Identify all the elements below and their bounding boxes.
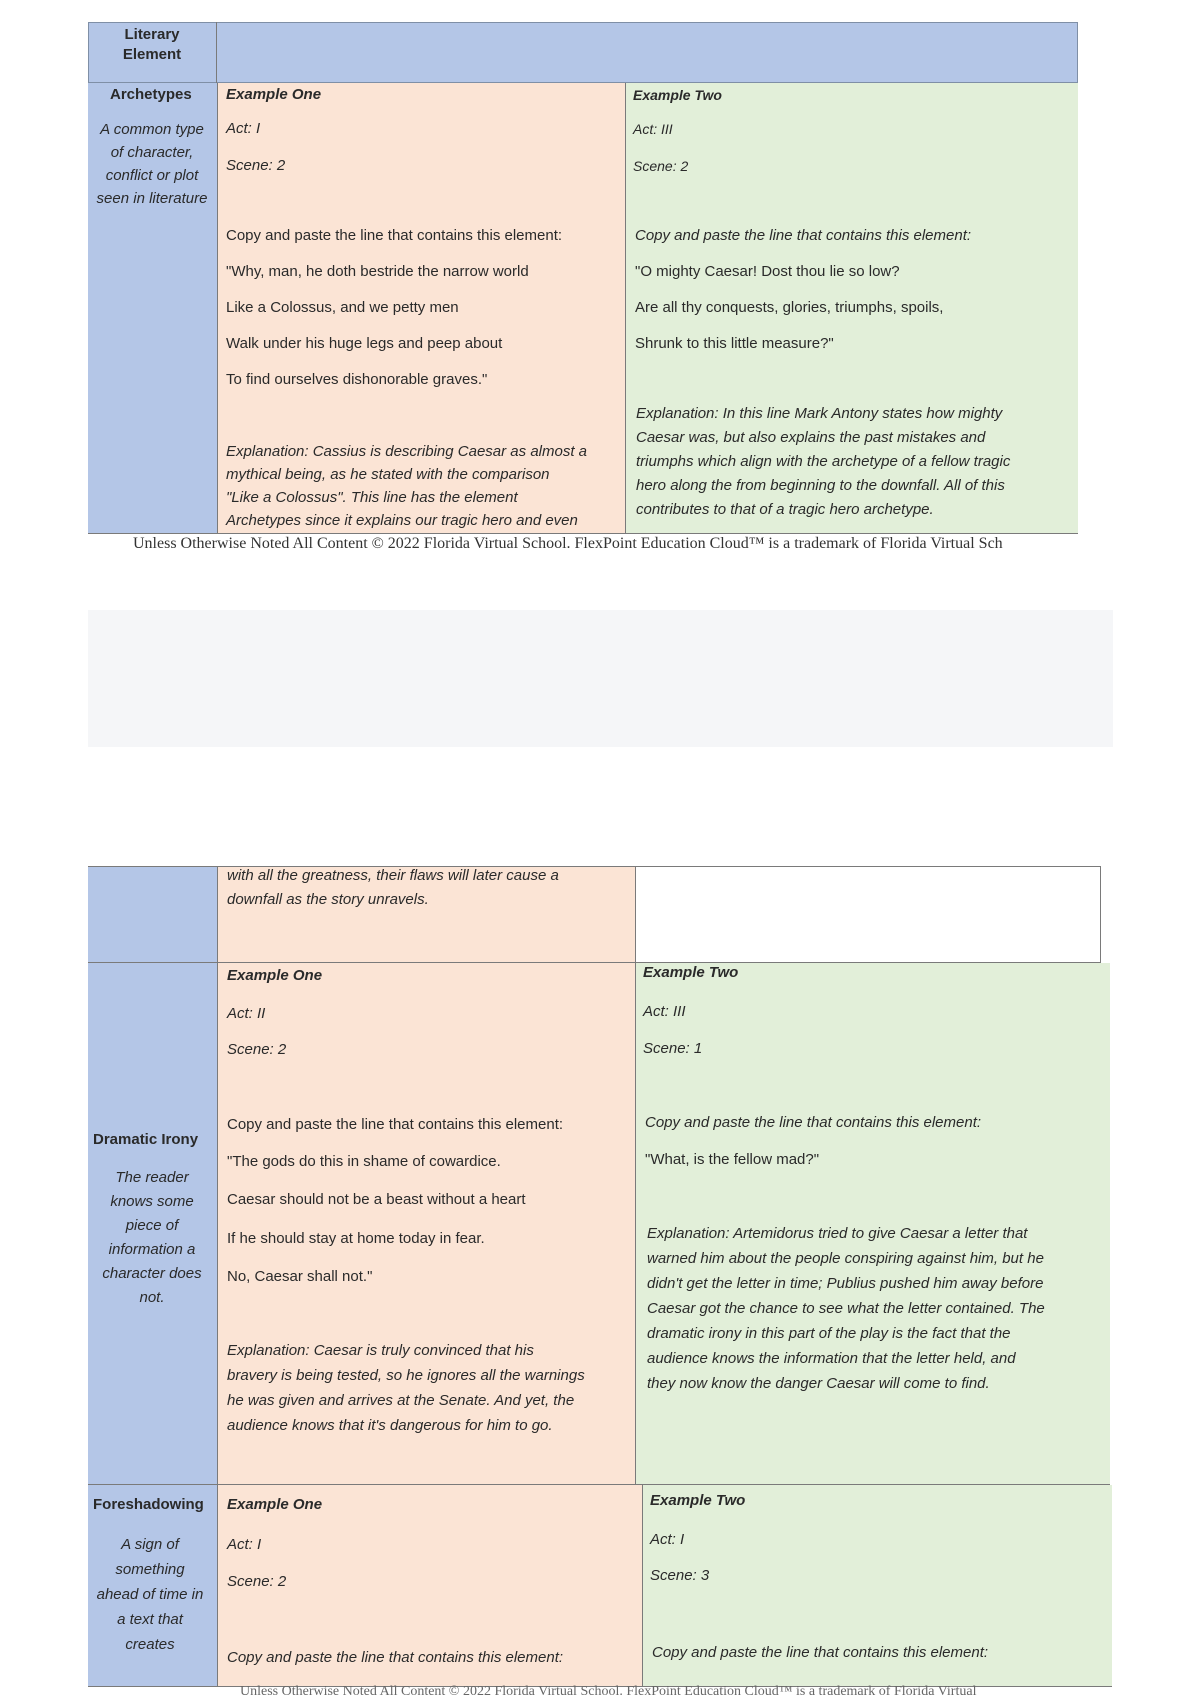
dramatic-irony-ex1-quote-1: "The gods do this in shame of cowardice. xyxy=(227,1153,501,1170)
dramatic-irony-ex2-explanation-6: audience knows the information that the letter held, and xyxy=(647,1350,1016,1367)
dramatic-irony-ex1-explanation-2: bravery is being tested, so he ignores all the warnings xyxy=(227,1367,585,1384)
foreshadowing-ex1-prompt: Copy and paste the line that contains this element: xyxy=(227,1649,564,1666)
archetypes-ex1-act: Act: I xyxy=(226,120,261,137)
dramatic-irony-ex1-explanation-1: Explanation: Caesar is truly convinced that his xyxy=(227,1342,534,1359)
archetypes-ex2-quote-1: "O mighty Caesar! Dost thou lie so low? xyxy=(635,263,900,280)
archetypes-ex1-quote-4: To find ourselves dishonorable graves." xyxy=(226,371,488,388)
archetypes-ex1-explanation-3: "Like a Colossus". This line has the element xyxy=(226,489,518,506)
dramatic-irony-ex1-quote-4: No, Caesar shall not." xyxy=(227,1268,373,1285)
archetypes-ex2-heading: Example Two xyxy=(633,87,722,103)
dramatic-irony-ex2-explanation-5: dramatic irony in this part of the play is the fact that the xyxy=(647,1325,1011,1342)
dramatic-irony-ex2-heading: Example Two xyxy=(643,964,739,981)
archetypes-ex1-heading: Example One xyxy=(226,86,322,103)
dramatic-irony-ex1-explanation-4: audience knows that it's dangerous for him to go. xyxy=(227,1417,553,1434)
dramatic-irony-label: Dramatic Irony xyxy=(93,1131,199,1148)
archetypes-ex2-act: Act: III xyxy=(633,121,673,137)
archetypes-ex1-prompt: Copy and paste the line that contains this element: xyxy=(226,227,563,244)
foreshadowing-ex2-prompt: Copy and paste the line that contains this element: xyxy=(652,1644,989,1661)
continuation-line-1: with all the greatness, their flaws will later cause a xyxy=(227,867,559,884)
dramatic-irony-ex2-explanation-7: they now know the danger Caesar will come to find. xyxy=(647,1375,990,1392)
archetypes-ex1-explanation-2: mythical being, as he stated with the comparison xyxy=(226,466,550,483)
dramatic-irony-ex2-explanation-1: Explanation: Artemidorus tried to give Caesar a letter that xyxy=(647,1225,1028,1242)
archetypes-ex2-prompt: Copy and paste the line that contains this element: xyxy=(635,227,972,244)
foreshadowing-definition: A sign of something ahead of time in a text that creates xyxy=(96,1536,204,1653)
dramatic-irony-ex1-heading: Example One xyxy=(227,967,323,984)
dramatic-irony-ex1-scene: Scene: 2 xyxy=(227,1041,287,1058)
dramatic-irony-ex2-act: Act: III xyxy=(643,1003,686,1020)
continuation-ex2-cell xyxy=(635,866,1101,962)
dramatic-irony-ex2-quote-1: "What, is the fellow mad?" xyxy=(645,1151,820,1168)
archetypes-ex2-quote-3: Shrunk to this little measure?" xyxy=(635,335,834,352)
foreshadowing-ex1-act: Act: I xyxy=(227,1536,262,1553)
archetypes-ex2-explanation-1: Explanation: In this line Mark Antony states how mighty xyxy=(636,405,1003,422)
page1-footer: Unless Otherwise Noted All Content © 2022 Florida Virtual School. FlexPoint Education Cloud™ is a trademark of Florida Virtual Sch xyxy=(133,535,1003,552)
archetypes-ex1-quote-1: "Why, man, he doth bestride the narrow world xyxy=(226,263,529,280)
archetypes-definition: A common type of character, conflict or plot seen in literature xyxy=(96,121,208,207)
page-gap xyxy=(88,610,1113,747)
dramatic-irony-ex1-explanation-3: he was given and arrives at the Senate. And yet, the xyxy=(227,1392,575,1409)
archetypes-ex1-explanation-4: Archetypes since it explains our tragic hero and even xyxy=(226,512,578,529)
dramatic-irony-ex2-explanation-3: didn't get the letter in time; Publius pushed him away before xyxy=(647,1275,1044,1292)
foreshadowing-label: Foreshadowing xyxy=(93,1496,204,1513)
archetypes-label: Archetypes xyxy=(110,86,192,103)
archetypes-ex2-explanation-3: triumphs which align with the archetype of a fellow tragic xyxy=(636,453,1011,470)
foreshadowing-ex2-scene: Scene: 3 xyxy=(650,1567,710,1584)
dramatic-irony-ex2-explanation-4: Caesar got the chance to see what the letter contained. The xyxy=(647,1300,1045,1317)
literary-element-header: Literary Element xyxy=(122,26,182,63)
continuation-line-2: downfall as the story unravels. xyxy=(227,891,429,908)
archetypes-ex2-scene: Scene: 2 xyxy=(633,158,689,174)
dramatic-irony-ex1-quote-2: Caesar should not be a beast without a heart xyxy=(227,1191,526,1208)
archetypes-ex1-quote-2: Like a Colossus, and we petty men xyxy=(226,299,459,316)
foreshadowing-ex2-act: Act: I xyxy=(650,1531,685,1548)
dramatic-irony-definition: The reader knows some piece of information a character does not. xyxy=(102,1169,202,1306)
archetypes-ex1-scene: Scene: 2 xyxy=(226,157,286,174)
continuation-label-cell xyxy=(88,866,217,962)
foreshadowing-ex1-scene: Scene: 2 xyxy=(227,1573,287,1590)
dramatic-irony-ex2-explanation-2: warned him about the people conspiring against him, but he xyxy=(647,1250,1044,1267)
dramatic-irony-ex2-prompt: Copy and paste the line that contains this element: xyxy=(645,1114,982,1131)
foreshadowing-ex1-heading: Example One xyxy=(227,1496,323,1513)
archetypes-ex2-explanation-5: contributes to that of a tragic hero archetype. xyxy=(636,501,934,518)
archetypes-ex2-quote-2: Are all thy conquests, glories, triumphs, spoils, xyxy=(635,299,944,316)
header-divider xyxy=(216,22,217,83)
archetypes-ex1-quote-3: Walk under his huge legs and peep about xyxy=(226,335,503,352)
archetypes-ex2-explanation-4: hero along the from beginning to the downfall. All of this xyxy=(636,477,1005,494)
dramatic-irony-ex1-prompt: Copy and paste the line that contains this element: xyxy=(227,1116,564,1133)
page2-footer: Unless Otherwise Noted All Content © 2022 Florida Virtual School. FlexPoint Education Cloud™ is a trademark of Florida Virtual xyxy=(240,1684,977,1699)
archetypes-ex2-explanation-2: Caesar was, but also explains the past mistakes and xyxy=(636,429,986,446)
foreshadowing-ex2-heading: Example Two xyxy=(650,1492,746,1509)
dramatic-irony-ex1-quote-3: If he should stay at home today in fear. xyxy=(227,1230,485,1247)
dramatic-irony-ex1-act: Act: II xyxy=(227,1005,266,1022)
dramatic-irony-ex2-scene: Scene: 1 xyxy=(643,1040,703,1057)
archetypes-ex1-explanation-1: Explanation: Cassius is describing Caesar as almost a xyxy=(226,443,588,460)
header-row xyxy=(88,22,1078,83)
